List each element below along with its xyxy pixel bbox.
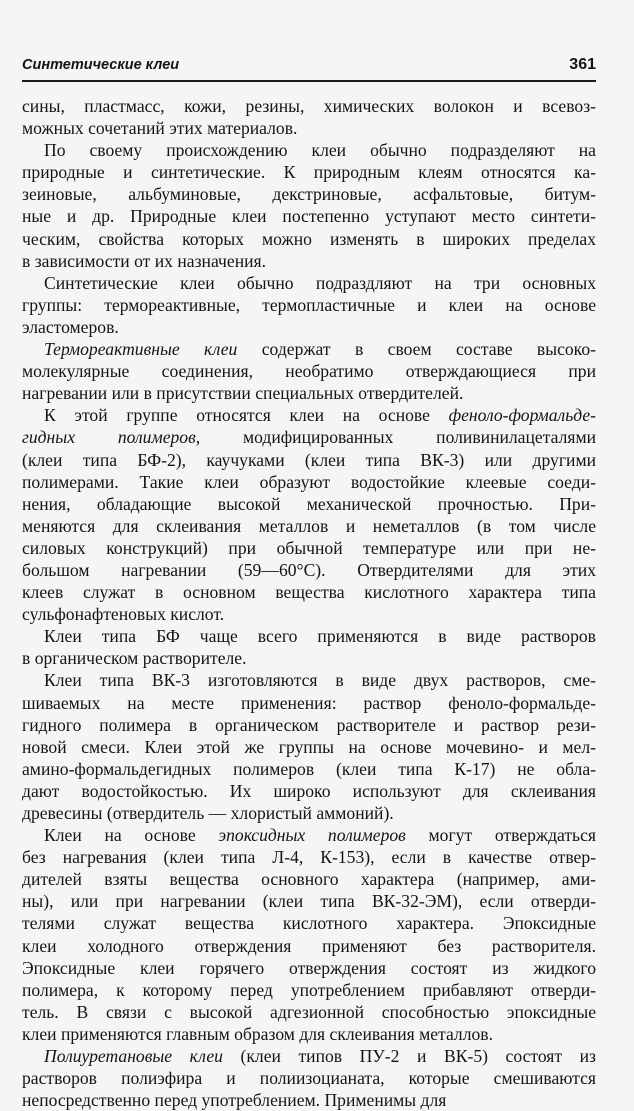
text-span: гидного полимера в органическом растворителе и раствор рези-	[22, 714, 596, 735]
italic-term: эпоксидных полимеров	[218, 825, 406, 846]
running-header	[22, 53, 596, 79]
text-line	[22, 603, 596, 625]
text-span: К этой группе относятся клеи на основе	[44, 405, 449, 426]
text-line	[22, 890, 596, 912]
text-span: в зависимости от их назначения.	[22, 250, 267, 271]
text-line	[22, 625, 596, 647]
text-span: ные и др. Природные клеи постепенно уступают место синтети-	[22, 206, 596, 227]
text-line	[22, 449, 596, 471]
paragraph	[22, 669, 596, 824]
text-line	[22, 1089, 596, 1111]
paragraph	[22, 95, 596, 139]
text-line	[22, 979, 596, 1001]
text-span: дителей взяты вещества основного характера (например, ами-	[22, 869, 596, 890]
text-line	[22, 824, 596, 846]
text-span: эластомеров.	[22, 316, 119, 337]
text-line	[22, 1001, 596, 1023]
text-line	[22, 139, 596, 161]
text-line	[22, 294, 596, 316]
paragraph	[22, 824, 596, 1045]
text-span: без нагревания (клеи типа Л-4, К-153), если в качестве отвер-	[22, 847, 596, 868]
text-line	[22, 360, 596, 382]
paragraph	[22, 625, 596, 669]
text-line	[22, 935, 596, 957]
italic-term: Термореактивные клеи	[44, 339, 238, 360]
paragraph	[22, 338, 596, 404]
page-number: 361	[569, 56, 596, 73]
text-span: новой смеси. Клеи этой же группы на основе мочевино- и мел-	[22, 736, 596, 757]
text-line	[22, 205, 596, 227]
text-line	[22, 183, 596, 205]
text-line	[22, 758, 596, 780]
text-span: клеев служат в основном вещества кислотного характера типа	[22, 582, 596, 603]
text-line	[22, 1067, 596, 1089]
text-line	[22, 537, 596, 559]
text-span: содержат в своем составе высоко-	[237, 339, 596, 360]
text-line	[22, 714, 596, 736]
text-span: растворов полиэфира и полиизоцианата, которые смешиваются	[22, 1068, 596, 1089]
text-span: зеиновые, альбуминовые, декстриновые, асфальтовые, битум-	[22, 184, 596, 205]
text-span: могут отверждаться	[405, 825, 596, 846]
text-span: (клеи типов ПУ-2 и ВК-5) состоят из	[222, 1046, 596, 1067]
text-span: нения, обладающие высокой механической прочностью. При-	[22, 493, 596, 514]
text-line	[22, 912, 596, 934]
text-span: тель. В связи с высокой адгезионной способностью эпоксидные	[22, 1001, 596, 1022]
text-line	[22, 1023, 596, 1045]
text-line	[22, 272, 596, 294]
text-line	[22, 692, 596, 714]
paragraph	[22, 404, 596, 625]
text-line	[22, 117, 596, 139]
text-span: клеи холодного отверждения применяют без растворителя.	[22, 935, 596, 956]
running-title: Синтетические клеи	[22, 57, 180, 73]
text-span: По своему происхождению клеи обычно подразделяют на	[44, 140, 596, 161]
text-line	[22, 382, 596, 404]
text-span: Синтетические клеи обычно подраздляют на три основных	[44, 272, 596, 293]
text-span: клеи применяются главным образом для склеивания металлов.	[22, 1023, 493, 1044]
text-line	[22, 426, 596, 448]
text-span: нагревании или в присутствии специальных отвердителей.	[22, 383, 464, 404]
text-line	[22, 846, 596, 868]
text-span: меняются для склеивания металлов и неметаллов (в том числе	[22, 515, 596, 536]
text-span: модифицированных поливинилацеталями	[200, 427, 596, 448]
text-line	[22, 868, 596, 890]
text-line	[22, 338, 596, 360]
text-line	[22, 559, 596, 581]
text-span: древесины (отвердитель — хлористый аммоний).	[22, 803, 394, 823]
text-span: Клеи типа ВК-3 изготовляются в виде двух растворов, сме-	[44, 670, 596, 691]
text-span: ческим, свойства которых можно изменять в широких пределах	[22, 228, 596, 249]
text-span: ны), или при нагревании (клеи типа ВК-32-ЭМ), если отверди-	[22, 891, 596, 912]
header-rule	[22, 80, 596, 82]
text-span: сины, пластмасс, кожи, резины, химических волокон и всевоз-	[22, 96, 596, 116]
text-span: Эпоксидные клеи горячего отверждения состоят из жидкого	[22, 957, 596, 978]
italic-term: гидных полимеров,	[22, 427, 201, 448]
text-line	[22, 780, 596, 802]
text-span: силовых конструкций) при обычной температуре или при не-	[22, 537, 596, 558]
text-line	[22, 669, 596, 691]
text-span: шиваемых на месте применения: раствор феноло-формальде-	[22, 692, 596, 713]
text-span: сульфонафтеновых кислот.	[22, 604, 225, 625]
text-span: молекулярные соединения, необратимо отверждающиеся при	[22, 361, 596, 382]
text-span: полимерами. Такие клеи образуют водостойкие клеевые соеди-	[22, 471, 596, 492]
text-span: полимера, к которому перед употреблением прибавляют отверди-	[22, 979, 596, 1000]
paragraph	[22, 272, 596, 338]
text-span: Клеи на основе	[44, 825, 219, 846]
text-line	[22, 1045, 596, 1067]
paragraph	[22, 139, 596, 272]
text-line	[22, 647, 596, 669]
text-line	[22, 228, 596, 250]
text-line	[22, 802, 596, 824]
text-line	[22, 493, 596, 515]
text-line	[22, 250, 596, 272]
text-line	[22, 471, 596, 493]
text-span: можных сочетаний этих материалов.	[22, 118, 298, 139]
text-line	[22, 581, 596, 603]
text-span: дают водостойкостью. Их широко используют для склеивания	[22, 780, 596, 801]
text-line	[22, 161, 596, 183]
italic-term: феноло-формальде-	[448, 405, 596, 426]
text-span: непосредственно перед употреблением. Применимы для	[22, 1090, 447, 1111]
text-line	[22, 95, 596, 117]
text-span: группы: термореактивные, термопластичные и клеи на основе	[22, 294, 596, 315]
body-text	[22, 95, 596, 1111]
text-line	[22, 515, 596, 537]
text-line	[22, 736, 596, 758]
text-span: (клеи типа БФ-2), каучуками (клеи типа ВК-3) или другими	[22, 449, 596, 470]
italic-term: Полиуретановые клеи	[44, 1046, 223, 1067]
text-span: Клеи типа БФ чаще всего применяются в виде растворов	[44, 626, 596, 647]
paragraph	[22, 1045, 596, 1111]
text-span: амино-формальдегидных полимеров (клеи типа К-17) не обла-	[22, 758, 596, 779]
text-span: большом нагревании (59—60°С). Отвердителями для этих	[22, 559, 596, 580]
text-span: телями служат вещества кислотного характера. Эпоксидные	[22, 913, 596, 934]
text-line	[22, 316, 596, 338]
text-line	[22, 957, 596, 979]
text-span: природные и синтетические. К природным клеям относятся ка-	[22, 162, 596, 183]
text-span: в органическом растворителе.	[22, 648, 247, 669]
text-line	[22, 404, 596, 426]
